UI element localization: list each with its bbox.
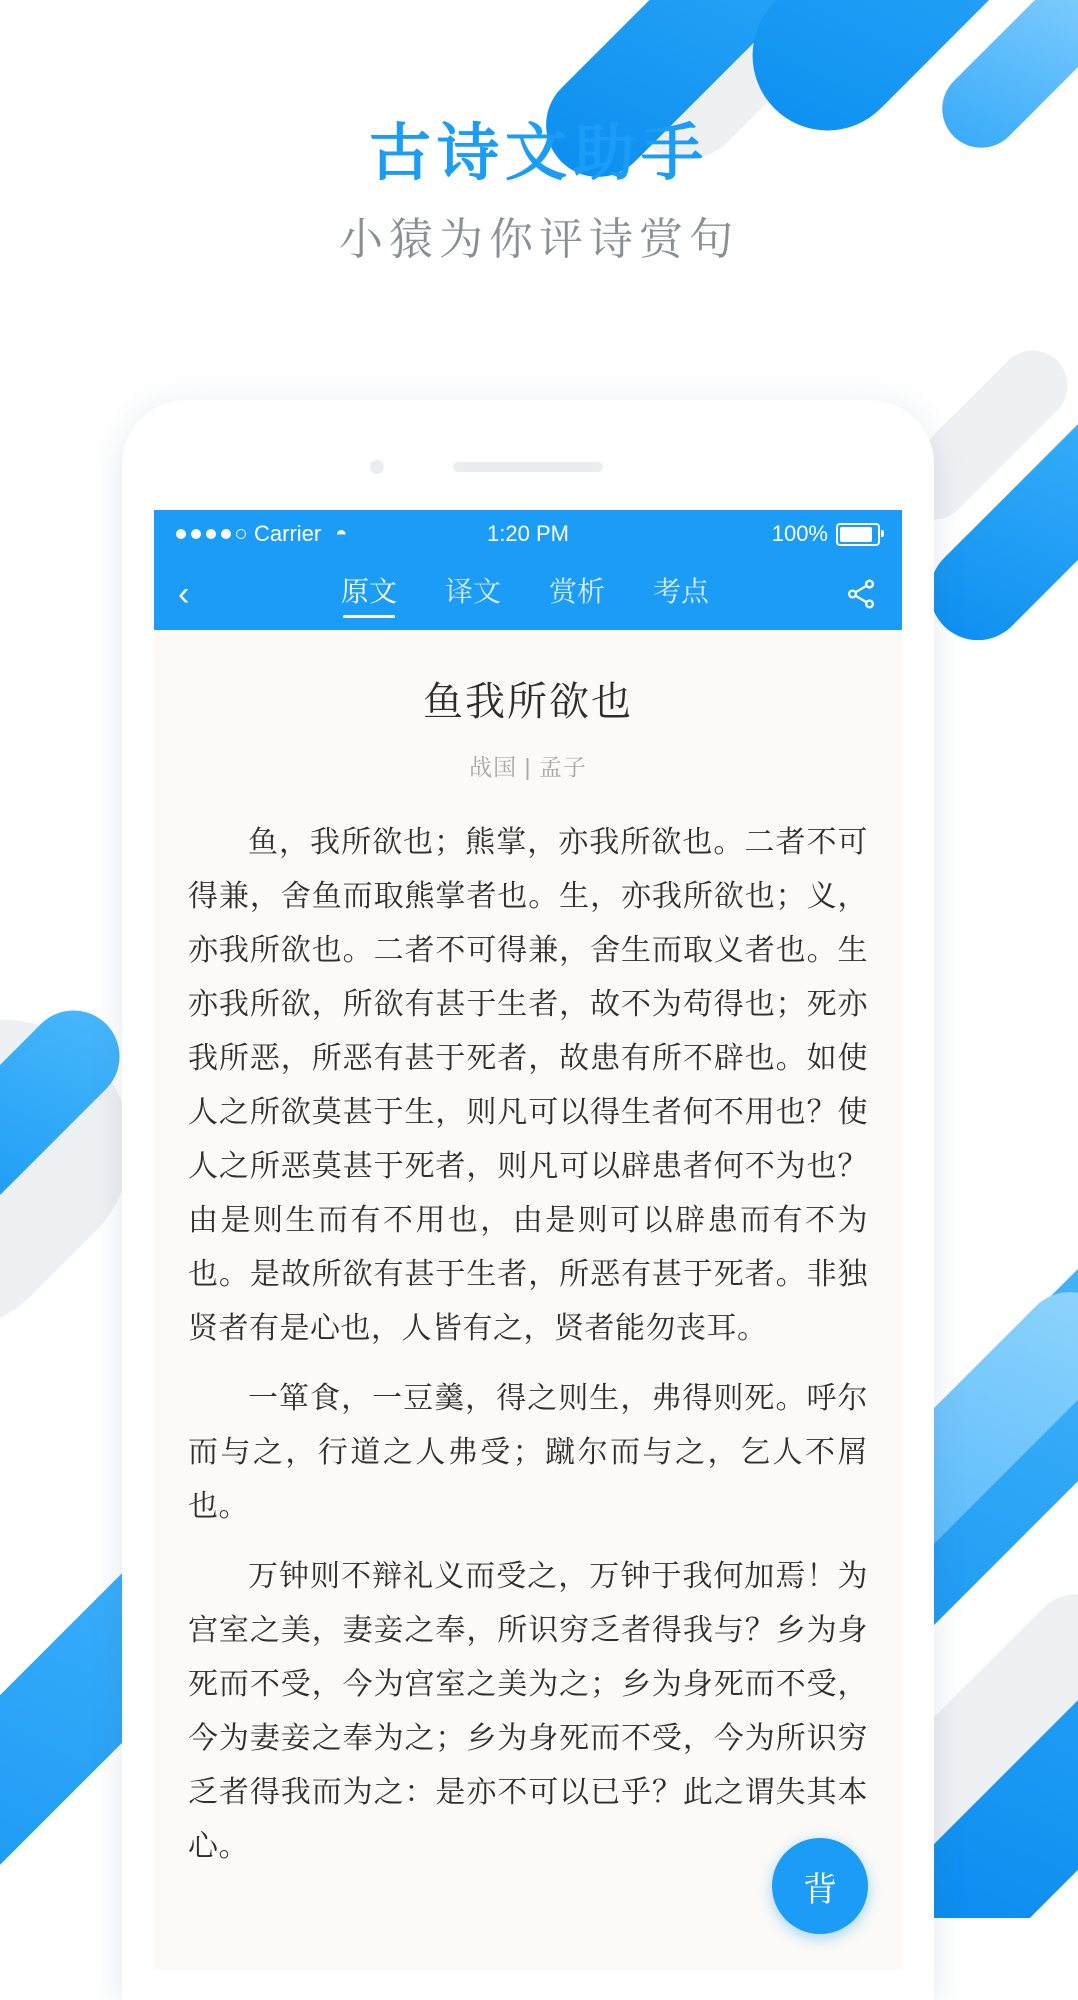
camera-icon [370,460,384,474]
poem-title: 鱼我所欲也 [423,680,633,724]
tab-translation[interactable]: 译文 [444,576,501,607]
poem-content [154,630,902,1970]
phone-bezel-top [122,400,934,510]
poem-paragraph: 万钟则不辩礼义而受之，万钟于我何加焉！为宫室之美，妻妾之奉，所识穷乏者得我与？乡为身死而不受，今为宫室之美为之；乡为身死而不受，今为妻妾之奉为之；乡为身死而不受，今为所识穷乏者得我而为之：是亦不可以已乎？此之谓失其本心。 [188,1560,868,1863]
status-bar-left [176,521,487,547]
phone-mockup [122,400,934,2000]
signal-strength-icon [176,529,246,539]
poem-body [188,816,868,1874]
page-title: 古诗文助手 [368,119,709,188]
tab-bar [212,570,838,618]
status-bar-right [569,521,880,547]
navigation-bar [154,558,902,630]
share-icon[interactable] [838,577,878,611]
status-bar [154,510,902,558]
status-bar-time: 1:20 PM [487,521,569,546]
tab-original-text[interactable]: 原文 [341,570,397,618]
phone-screen [154,510,902,1970]
poem-paragraph: 一箪食，一豆羹，得之则生，弗得则死。呼尔而与之，行道之人弗受；蹴尔而与之，乞人不屑也。 [188,1382,868,1523]
carrier-label: Carrier [254,521,322,546]
battery-icon [836,523,880,546]
poem-meta: 战国 | 孟子 [469,754,587,780]
recite-button[interactable]: 背 [772,1838,868,1934]
wifi-icon: ◓ [335,522,348,545]
poem-paragraph: 鱼，我所欲也；熊掌，亦我所欲也。二者不可得兼，舍鱼而取熊掌者也。生，亦我所欲也；义，亦我所欲也。二者不可得兼，舍生而取义者也。生亦我所欲，所欲有甚于生者，故不为苟得也；死亦我所恶，所恶有甚于死者，故患有所不辟也。如使人之所欲莫甚于生，则凡可以得生者何不用也？使人之所恶莫甚于死者，则凡可以辟患者何不为也？由是则生而有不用也，由是则可以辟患而有不为也。是故所欲有甚于生者，所恶有甚于死者。非独贤者有是心也，人皆有之，贤者能勿丧耳。 [188,826,868,1345]
tab-appreciation[interactable]: 赏析 [549,576,606,607]
speaker-grill [453,462,603,472]
battery-percent-label: 100% [771,521,828,546]
tab-exam-points[interactable]: 考点 [653,576,710,607]
page-subtitle: 小猿为你评诗赏句 [339,215,739,265]
promo-headline [0,118,1078,267]
back-icon[interactable]: ‹ [178,575,190,613]
